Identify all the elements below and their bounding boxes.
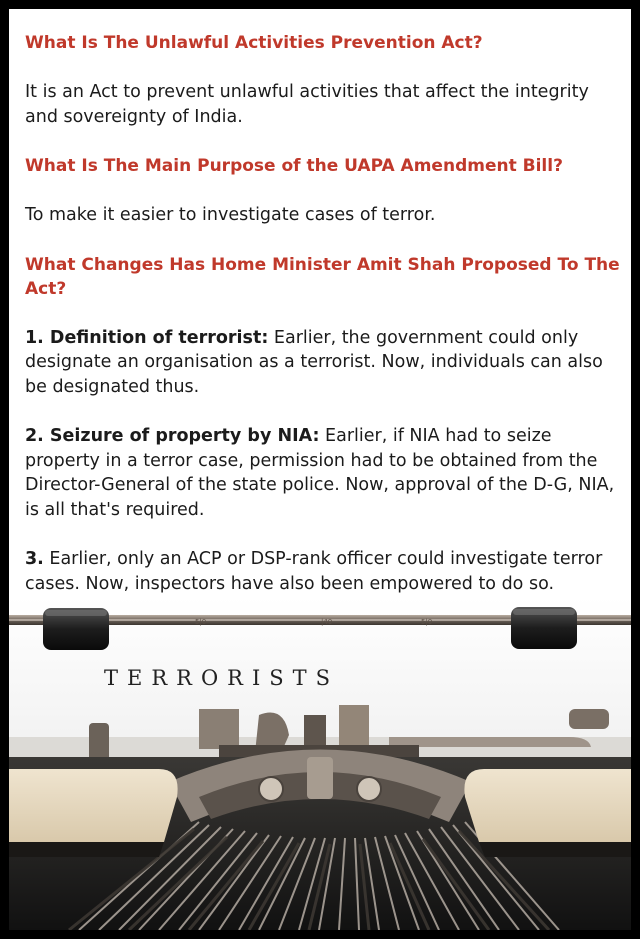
left-paper-roller (43, 608, 109, 650)
scale-mark-2: |40 (321, 618, 333, 626)
left-cover (9, 769, 178, 857)
qa-content (25, 31, 621, 596)
typewriter-photo (9, 597, 631, 930)
question-1-heading: What Is The Unlawful Activities Prevention Act? (25, 33, 483, 53)
change-point-3-text: Earlier, only an ACP or DSP-rank officer could investigate terror cases. Now, inspectors have also been empowered to do so. (25, 549, 603, 594)
right-paper-roller (511, 607, 577, 649)
typed-word: TERRORISTS (104, 666, 340, 690)
scale-mark-3: 5|0 (421, 618, 433, 626)
change-point-2-text: Earlier, if NIA had to seize property in a terror case, permission had to be obtained from the Director-General of the state police. Now, approval of the D-G, NIA, is all that's required. (25, 426, 615, 520)
change-point-1-text: Earlier, the government could only designate an organisation as a terrorist. Now, individuals can also be designated thus. (25, 327, 603, 397)
change-point-1 (25, 326, 621, 400)
change-point-1-lead: 1. Definition of terrorist: (25, 327, 269, 348)
question-2-heading: What Is The Main Purpose of the UAPA Amendment Bill? (25, 156, 563, 176)
scale-mark-1: 5|0 (195, 618, 207, 626)
answer-1-text: It is an Act to prevent unlawful activities that affect the integrity and sovereignty of India. (25, 82, 589, 127)
question-3-heading: What Changes Has Home Minister Amit Shah Proposed To The Act? (25, 254, 620, 299)
infographic-card (9, 9, 631, 930)
typewriter-illustration (9, 597, 631, 930)
change-point-3 (25, 547, 621, 596)
right-cover (464, 769, 631, 857)
change-point-2 (25, 424, 621, 522)
answer-2-text: To make it easier to investigate cases of terror. (25, 205, 436, 225)
change-point-2-lead: 2. Seizure of property by NIA: (25, 426, 320, 446)
change-point-3-lead: 3. (25, 549, 44, 569)
